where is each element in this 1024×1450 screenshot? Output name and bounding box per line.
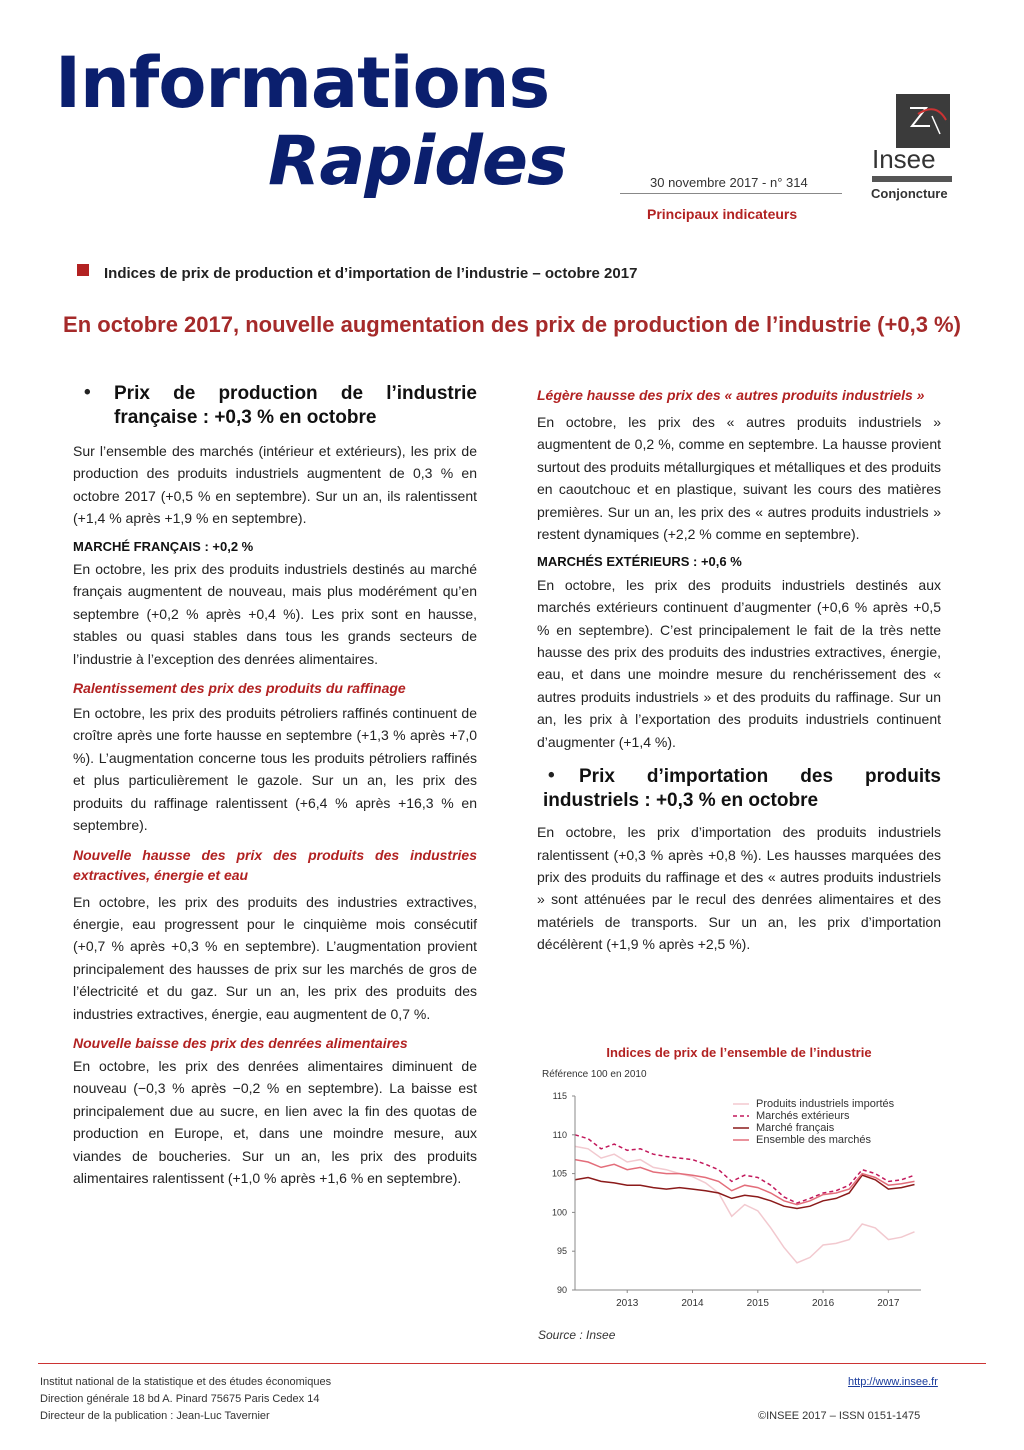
footer-line: Direction générale 18 bd A. Pinard 75675 Paris Cedex 14 [40,1393,320,1405]
section-heading-production: Prix de production de l’industrie française : +0,3 % en octobre [114,383,477,428]
issue-category: Principaux indicateurs [647,206,798,222]
legend-label: Produits industriels importés [756,1098,895,1110]
subheading-extractives: Nouvelle hausse des prix des produits des industries extractives, énergie et eau [73,846,477,883]
legend-label: Marché français [756,1122,835,1134]
footer-rule [38,1363,986,1364]
x-tick-label: 2017 [877,1298,900,1309]
section-caps-marches-exterieurs: MARCHÉS EXTÉRIEURS : +0,6 % [537,554,742,570]
x-tick-label: 2013 [616,1298,639,1309]
headline: En octobre 2017, nouvelle augmentation des prix de production de l’industrie (+0,3 %) [63,312,961,337]
paragraph: En octobre, les prix des denrées alimentaires diminuent de nouveau (−0,3 % après −0,2 % en septembre). La baisse est principalement due au sucre, en lien avec la fin des quotas de production en Europe, et, dans une moindre mesure, aux viandes de boucheries. Sur un an, les prix des produits alimentaires ralentissent (+1,0 % après +1,6 % en septembre). [73,1057,477,1186]
insee-logo-name: Insee [872,144,936,174]
chart-title: Indices de prix de l’ensemble de l’industrie [606,1045,872,1060]
copyright: ©INSEE 2017 – ISSN 0151-1475 [758,1410,921,1422]
footer-address [40,1374,331,1425]
bullet-icon: • [548,765,555,787]
masthead-title-line2: Rapides [268,122,567,201]
subheading-autres-produits: Légère hausse des prix des « autres produits industriels » [537,387,925,403]
paragraph: En octobre, les prix des produits industriels destinés aux marchés extérieurs continuent d’augmenter (+0,6 % après +0,5 % en septembre). C’est principalement le fait de la très nette hausse des prix des produits des industries extractives, énergie, eau, et dans une moindre mesure du renchérissement des « autres produits industriels » et des produits du raffinage. Sur un an, les prix à l’exportation des produits industriels continuent d’augmenter (+1,4 %). [537,576,941,750]
masthead-title-line1: Informations [55,42,550,124]
series-line-3 [575,1160,915,1205]
x-tick-label: 2014 [681,1298,704,1309]
paragraph: En octobre, les prix des « autres produits industriels » augmentent de 0,2 %, comme en septembre. La hausse provient surtout des produits métallurgiques et métalliques et des produits en caoutchouc et en plastique, suivant les cours des matières premières. Sur un an, les prix des « autres produits industriels » restent dynamiques (+2,2 % comme en septembre). [537,414,941,543]
y-tick-label: 105 [551,1168,567,1179]
section-caps-marche-francais: MARCHÉ FRANÇAIS : +0,2 % [73,538,254,554]
subheading-denrees: Nouvelle baisse des prix des denrées alimentaires [73,1034,408,1051]
paragraph: Sur l’ensemble des marchés (intérieur et extérieurs), les prix de production des produits industriels augmentent de 0,3 % en octobre 2017 (+0,5 % en septembre). Sur un an, ils ralentissent (+1,4 % après +1,9 % en septembre). [73,443,477,527]
paragraph: En octobre, les prix des produits industriels destinés au marché français augmentent de nouveau, mais plus modérément qu’en septembre (+0,2 % après +0,4 %). Les prix sont en hausse, stables ou quasi stables dans tous les grands secteurs de l’industrie à l’exception des denrées alimentaires. [73,561,477,667]
insee-logo-tagline: Conjoncture [871,186,948,201]
line-chart [537,1084,941,1314]
y-tick-label: 90 [556,1285,567,1295]
insee-logo-icon [896,94,950,148]
footer-line: Directeur de la publication : Jean-Luc Tavernier [40,1410,270,1422]
paragraph: En octobre, les prix des produits des industries extractives, énergie, eau progressent pour le cinquième mois consécutif (+0,7 % après +0,3 % en septembre). L’augmentation provient principalement des hausses de prix sur les marchés de gros de l’électricité et du gaz. Sur un an, les prix des produits des industries extractives, énergie, eau augmentent de 0,7 %. [73,893,477,1022]
y-tick-label: 110 [552,1129,567,1140]
y-tick-label: 100 [551,1207,567,1218]
legend-label: Ensemble des marchés [756,1134,871,1146]
legend-label: Marchés extérieurs [756,1110,850,1122]
paragraph: En octobre, les prix d’importation des produits industriels ralentissent (+0,3 % après +0,8 %). Les hausses marquées des prix des produits du raffinage et des « autres produits industriels » sont atténuées par le recul des denrées alimentaires et des matériels de transports. Sur un an, les prix d’importation décélèrent (+1,9 % après +2,5 %). [537,824,941,953]
x-tick-label: 2016 [811,1298,835,1309]
left-column [73,382,477,1189]
website-link[interactable]: http://www.insee.fr [848,1376,938,1388]
section-heading-importation: Prix d’importation des produits industriels : +0,3 % en octobre [543,766,941,812]
y-tick-label: 115 [552,1091,567,1101]
footer-line: Institut national de la statistique et des études économiques [40,1376,332,1388]
masthead-rule [620,193,842,194]
subheading-raffinage: Ralentissement des prix des produits du raffinage [73,680,406,697]
subject-square-icon [77,264,89,276]
insee-logo-bar [872,176,952,182]
bullet-icon: • [84,382,91,403]
paragraph: En octobre, les prix des produits pétroliers raffinés continuent de croître après une forte hausse en septembre (+1,3 % après +7,0 %). L’augmentation concerne tous les produits pétroliers raffinés et plus particulièrement le gazole. Sur un an, les prix des produits du raffinage ralentissent (+6,4 % après +16,3 % en septembre). [73,705,477,834]
subject-line: Indices de prix de production et d’importation de l’industrie – octobre 2017 [104,265,638,282]
y-tick-label: 95 [556,1246,567,1257]
series-line-2 [575,1175,915,1208]
series-line-0 [575,1146,915,1262]
right-column [537,385,941,956]
chart-subtitle: Référence 100 en 2010 [542,1069,647,1080]
issue-date: 30 novembre 2017 - n° 314 [650,175,808,190]
x-tick-label: 2015 [746,1298,769,1309]
chart-source: Source : Insee [538,1328,616,1342]
